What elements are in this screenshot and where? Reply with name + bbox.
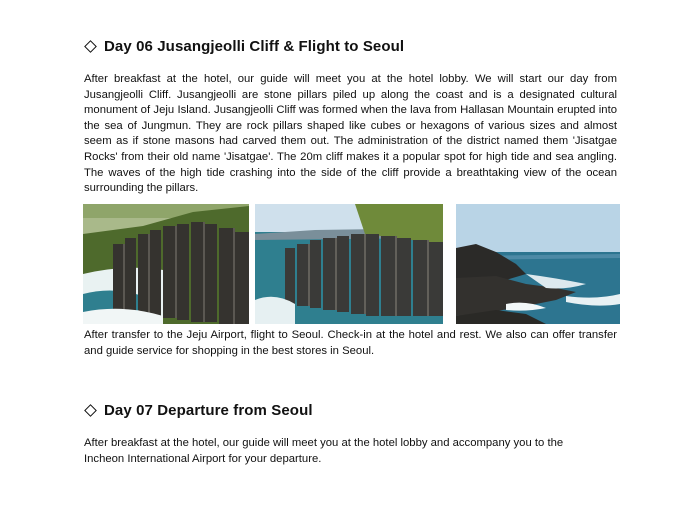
day07-title: Day 07 Departure from Seoul <box>104 402 313 419</box>
day06-title: Day 06 Jusangjeolli Cliff & Flight to Seoul <box>104 38 405 55</box>
day07-paragraph-1: After breakfast at the hotel, our guide will meet you at the hotel lobby and accompany you to the Incheon International Airport for your departure. <box>84 437 564 465</box>
photo-rocky-coast <box>456 204 620 324</box>
day06-paragraph-2: After transfer to the Jeju Airport, flight to Seoul. Check-in at the hotel and rest. We also can offer transfer and guide service for shopping in the best stores in Seoul. <box>84 329 617 357</box>
day06-heading <box>84 38 404 55</box>
day07-heading <box>84 402 313 419</box>
diamond-bullet-icon <box>84 40 97 53</box>
diamond-bullet-icon <box>84 404 97 417</box>
photo-cliff-pillars-1 <box>83 204 249 324</box>
photo-cliff-pillars-2 <box>255 204 443 324</box>
day06-paragraph-1: After breakfast at the hotel, our guide will meet you at the hotel lobby. We will start our day from Jusangjeolli Cliff. Jusangjeolli are stone pillars piled up along the coast and is a designated cultural monument of Jeju Island. Jusangjeolli Cliff was formed when the lava from Hallasan Mountain erupted into the sea of Jungmun. They are rock pillars shaped like cubes or hexagons of various sizes and almost seem as if stone masons had carved them out. The administration of the district named them 'Jisatgae Rocks' from their old name 'Jisatgae'. The 20m cliff makes it a popular spot for high tide and sea angling. The waves of the high tide crashing into the side of the cliff provide a breathtaking view of the ocean surrounding the pillars. <box>84 73 617 195</box>
